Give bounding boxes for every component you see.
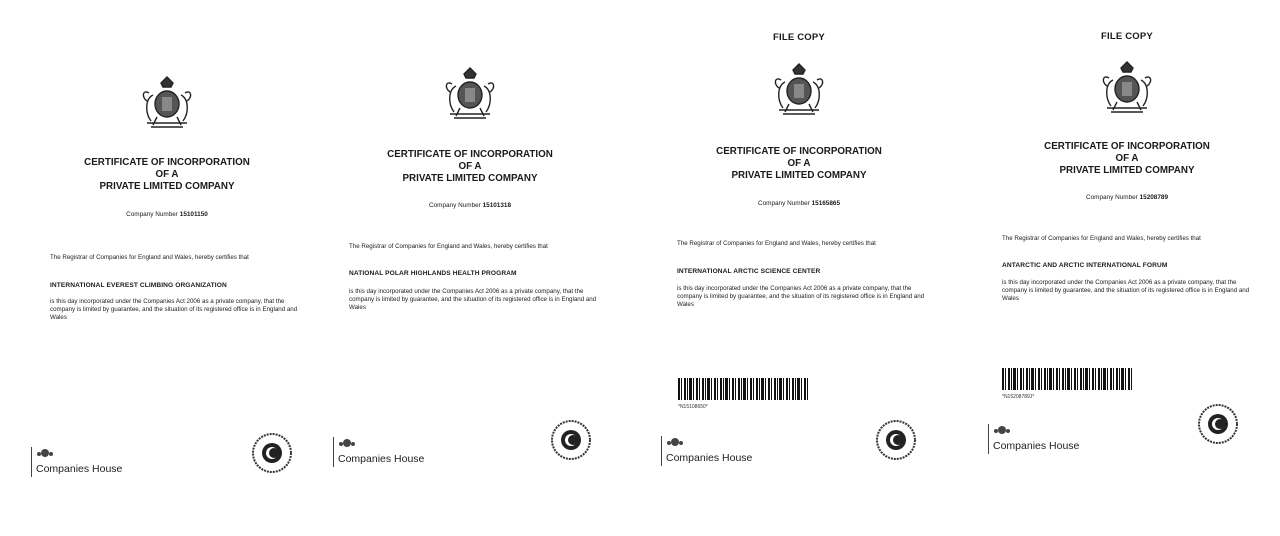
certificate-title xyxy=(660,146,938,182)
company-number-value: 15101318 xyxy=(482,202,512,209)
file-copy-label: FILE COPY xyxy=(773,32,825,43)
title-line-3: PRIVATE LIMITED COMPANY xyxy=(99,181,235,192)
royal-crest-icon xyxy=(1095,58,1159,114)
certifies-text: The Registrar of Companies for England and Wales, hereby certifies that xyxy=(349,243,548,250)
title-line-1: CERTIFICATE OF INCORPORATION xyxy=(716,146,882,157)
barcode-text: *N15108650* xyxy=(678,404,708,410)
brand-name: Companies House xyxy=(338,453,425,465)
official-seal-icon xyxy=(874,418,918,462)
incorporation-text: is this day incorporated under the Companies Act 2006 as a private company, that the company is limited by guarantee, and the situation of its registered office is in England and Wales xyxy=(349,288,597,311)
companies-house-logo xyxy=(31,447,122,477)
file-copy-label: FILE COPY xyxy=(1101,31,1153,42)
company-number-value: 15165865 xyxy=(811,200,841,207)
certificate-title xyxy=(331,149,609,185)
barcode xyxy=(678,378,808,400)
incorporation-text: is this day incorporated under the Companies Act 2006 as a private company, that the company is limited by guarantee, and the situation of its registered office is in England and Wales xyxy=(1002,279,1250,302)
certificate-title xyxy=(988,141,1266,177)
brand-name: Companies House xyxy=(666,452,753,464)
certificate-4 xyxy=(988,28,1266,498)
brand-name: Companies House xyxy=(993,440,1080,452)
official-seal-icon xyxy=(549,418,593,462)
company-number: Company Number 15101318 xyxy=(428,202,512,209)
title-line-3: PRIVATE LIMITED COMPANY xyxy=(1059,165,1195,176)
royal-crest-icon xyxy=(767,60,831,116)
title-line-2: OF A xyxy=(458,161,482,172)
certificate-title xyxy=(28,157,306,193)
company-number-value: 15101150 xyxy=(179,211,208,218)
certifies-text: The Registrar of Companies for England and Wales, hereby certifies that xyxy=(50,254,249,261)
certifies-text: The Registrar of Companies for England and Wales, hereby certifies that xyxy=(1002,235,1201,242)
certificate-1 xyxy=(28,45,306,515)
crest-small-icon xyxy=(36,447,54,459)
company-number: Company Number 15165865 xyxy=(757,200,841,207)
company-name: NATIONAL POLAR HIGHLANDS HEALTH PROGRAM xyxy=(349,270,517,277)
title-line-1: CERTIFICATE OF INCORPORATION xyxy=(84,157,250,168)
company-number: Company Number 15208789 xyxy=(1085,194,1169,201)
barcode-text: *N15208789J* xyxy=(1002,394,1035,400)
certificate-2 xyxy=(331,32,609,502)
certificate-3 xyxy=(660,28,938,498)
title-line-3: PRIVATE LIMITED COMPANY xyxy=(402,173,538,184)
official-seal-icon xyxy=(1196,402,1240,446)
companies-house-logo xyxy=(661,436,752,466)
official-seal-icon xyxy=(250,431,294,475)
title-line-1: CERTIFICATE OF INCORPORATION xyxy=(1044,141,1210,152)
company-name: INTERNATIONAL EVEREST CLIMBING ORGANIZATION xyxy=(50,282,227,289)
title-line-2: OF A xyxy=(155,169,179,180)
company-number-value: 15208789 xyxy=(1139,194,1169,201)
royal-crest-icon xyxy=(438,64,502,120)
companies-house-logo xyxy=(333,437,424,467)
brand-name: Companies House xyxy=(36,463,123,475)
title-line-1: CERTIFICATE OF INCORPORATION xyxy=(387,149,553,160)
title-line-3: PRIVATE LIMITED COMPANY xyxy=(731,170,867,181)
certifies-text: The Registrar of Companies for England and Wales, hereby certifies that xyxy=(677,240,876,247)
crest-small-icon xyxy=(666,436,684,448)
crest-small-icon xyxy=(338,437,356,449)
incorporation-text: is this day incorporated under the Companies Act 2006 as a private company, that the company is limited by guarantee, and the situation of its registered office is in England and Wales xyxy=(50,298,298,321)
company-name: ANTARCTIC AND ARCTIC INTERNATIONAL FORUM xyxy=(1002,262,1168,269)
barcode xyxy=(1002,368,1132,390)
companies-house-logo xyxy=(988,424,1079,454)
company-name: INTERNATIONAL ARCTIC SCIENCE CENTER xyxy=(677,268,821,275)
incorporation-text: is this day incorporated under the Companies Act 2006 as a private company, that the company is limited by guarantee, and the situation of its registered office is in England and Wales xyxy=(677,285,925,308)
company-number: Company Number 15101150 xyxy=(126,211,208,218)
royal-crest-icon xyxy=(135,73,199,129)
crest-small-icon xyxy=(993,424,1011,436)
title-line-2: OF A xyxy=(1115,153,1139,164)
title-line-2: OF A xyxy=(787,158,811,169)
